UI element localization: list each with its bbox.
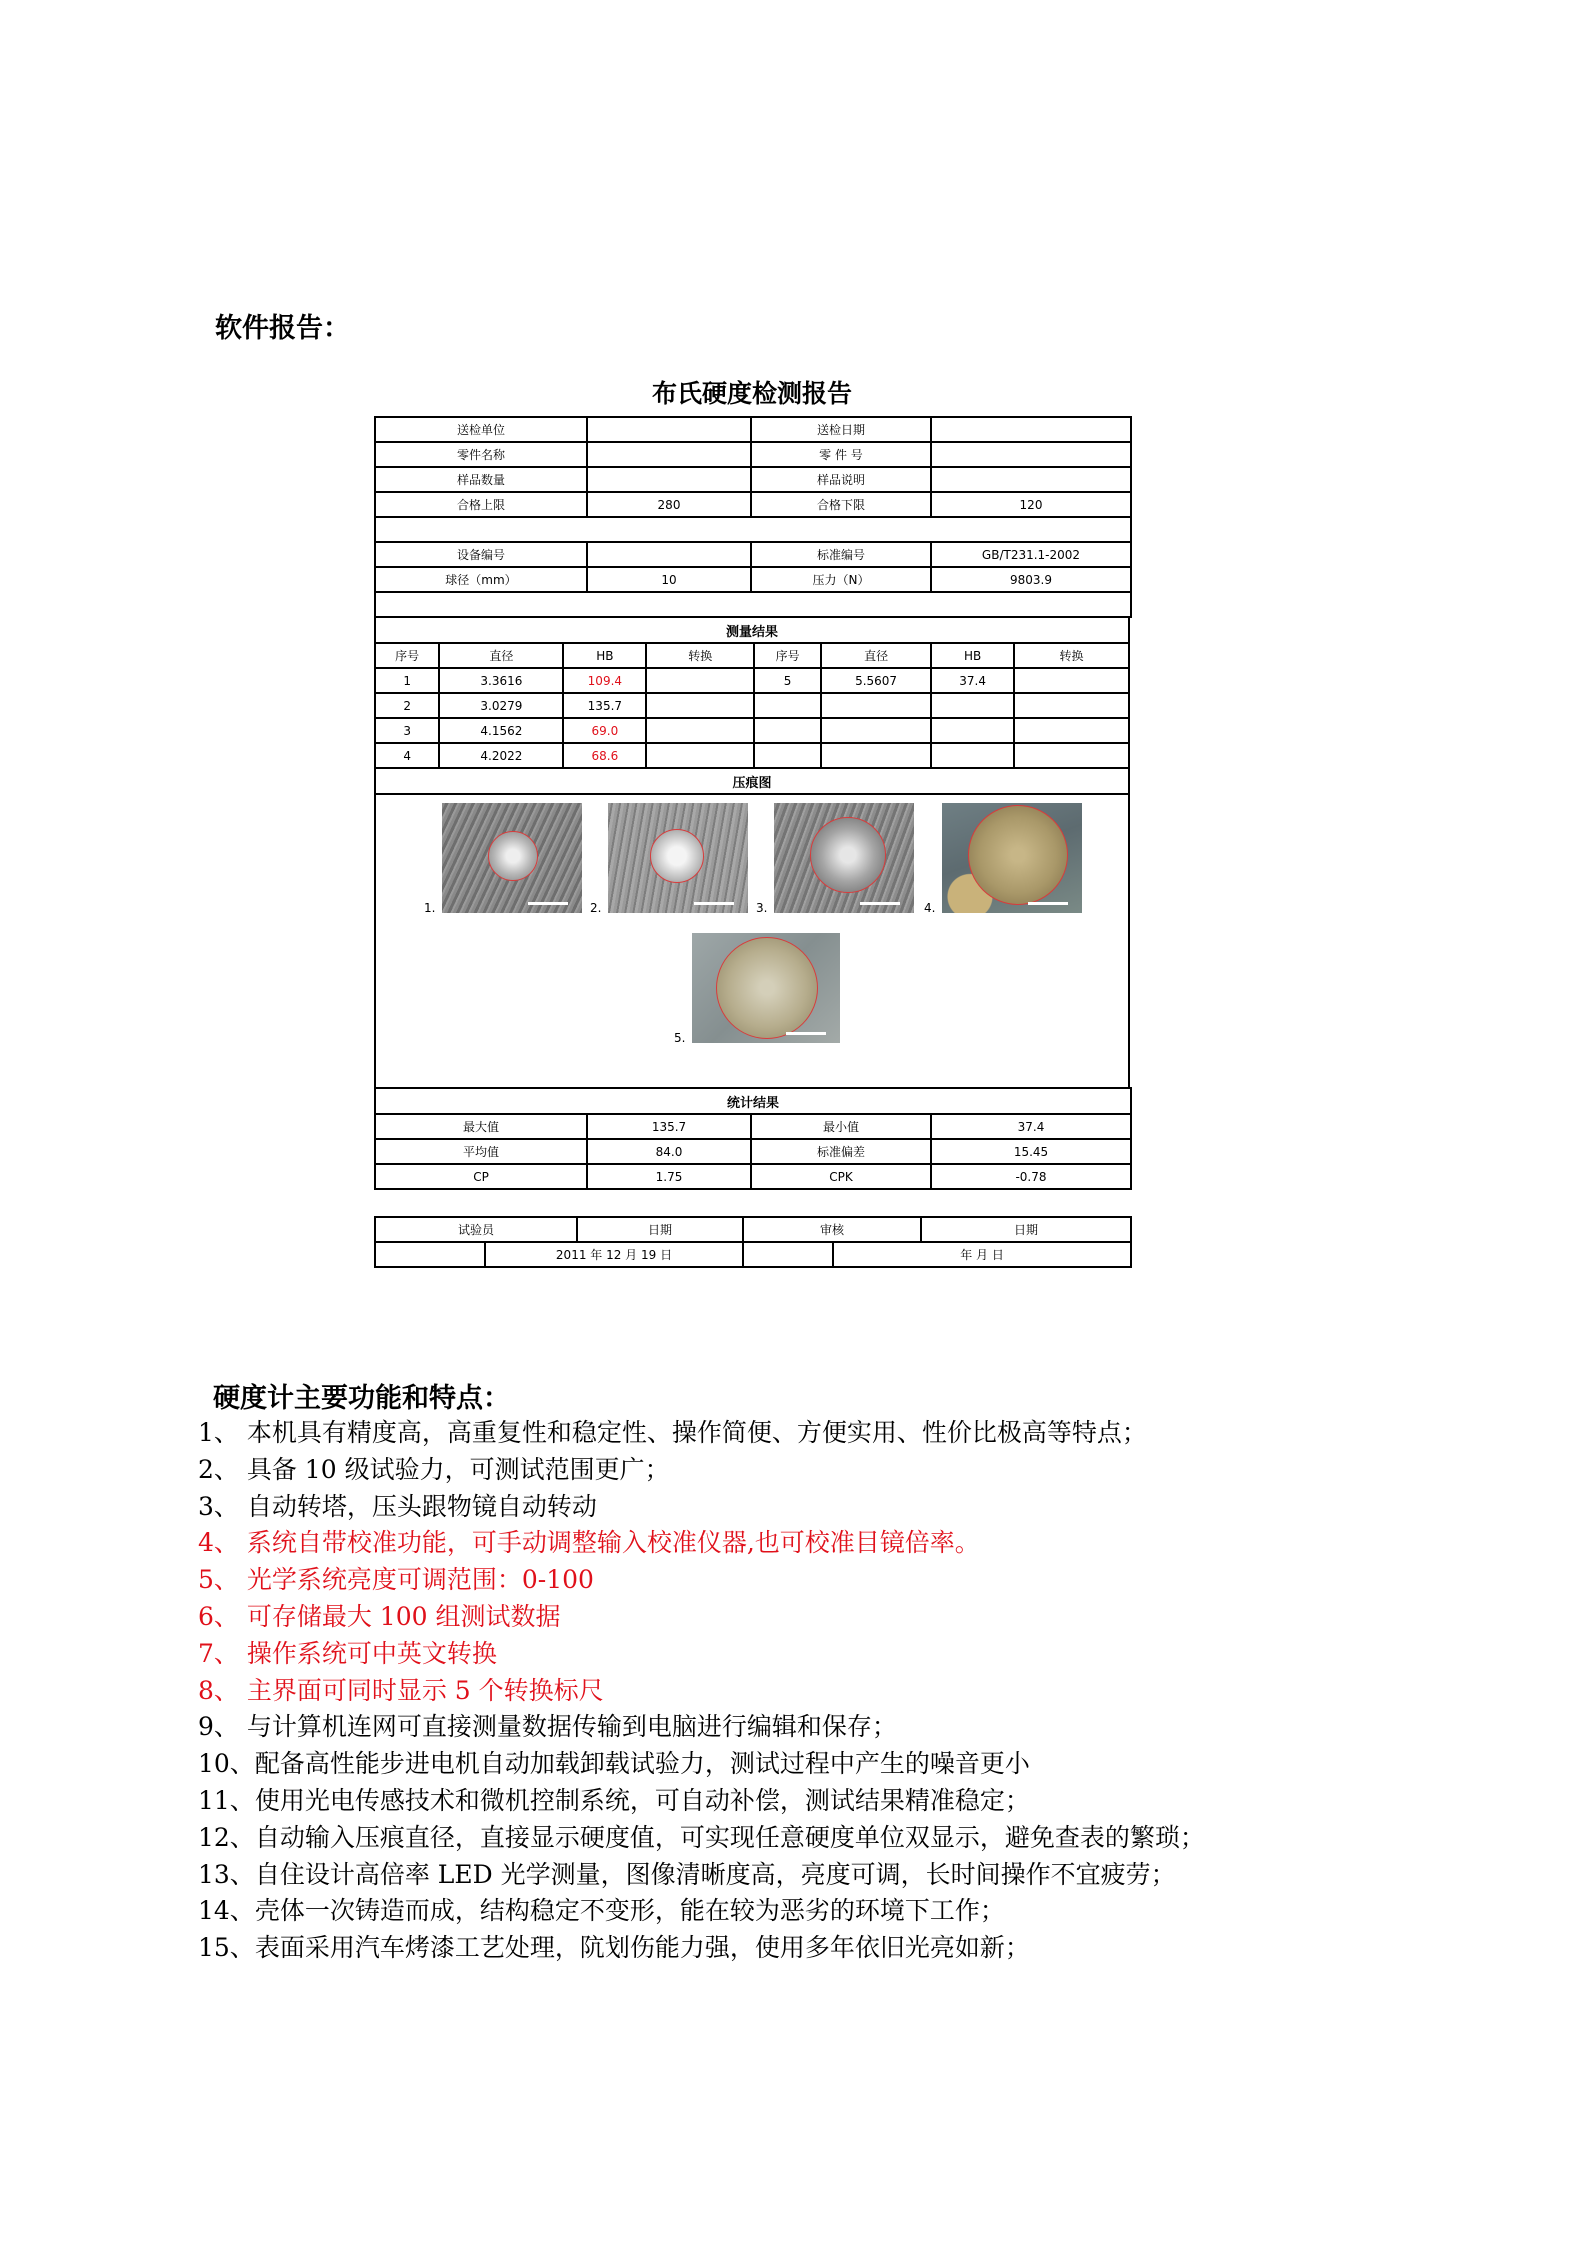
info-row: [375, 417, 1131, 442]
diameter-cell: [821, 743, 931, 768]
value-cell: -0.78: [931, 1164, 1131, 1189]
label-cell: CP: [375, 1164, 587, 1189]
indent-circle: [488, 831, 538, 881]
test-date: 2011 年 12 月 19 日: [485, 1242, 743, 1267]
diameter-cell: 3.3616: [439, 668, 563, 693]
info-row: [375, 467, 1131, 492]
feature-item: [198, 1452, 1205, 1489]
value-cell: 280: [587, 492, 751, 517]
row-number: 2: [375, 693, 439, 718]
feature-number: 9、: [198, 1712, 239, 1742]
reviewer-value: [743, 1242, 833, 1267]
value-cell: 37.4: [931, 1114, 1131, 1139]
feature-number: 14、: [198, 1896, 255, 1926]
hb-cell: 135.7: [563, 693, 646, 718]
hb-cell: 69.0: [563, 718, 646, 743]
label-cell: 球径（mm）: [375, 567, 587, 592]
col-header: 转换: [646, 643, 754, 668]
label-cell: 最小值: [751, 1114, 931, 1139]
label-cell: 样品说明: [751, 467, 931, 492]
value-cell: 135.7: [587, 1114, 751, 1139]
feature-text: 光学系统亮度可调范围：0-100: [246, 1565, 594, 1595]
row-number: [754, 743, 821, 768]
value-cell: 10: [587, 567, 751, 592]
hb-cell: [931, 693, 1014, 718]
feature-text: 操作系统可中英文转换: [246, 1638, 497, 1668]
results-row: [375, 743, 1129, 768]
label-cell: 送检日期: [751, 417, 931, 442]
feature-text: 壳体一次铸造而成，结构稳定不变形，能在较为恶劣的环境下工作；: [254, 1896, 1005, 1926]
feature-number: 4、: [198, 1528, 239, 1558]
label-cell: 合格下限: [751, 492, 931, 517]
feature-item: [198, 1746, 1205, 1783]
col-header: 直径: [439, 643, 563, 668]
scale-bar: [860, 902, 900, 905]
value-cell: [931, 442, 1131, 467]
results-row: [375, 693, 1129, 718]
feature-item: [198, 1673, 1205, 1710]
feature-item: [198, 1489, 1205, 1526]
feature-number: 6、: [198, 1601, 239, 1631]
features-heading: 硬度计主要功能和特点：: [213, 1383, 510, 1414]
convert-cell: [646, 743, 754, 768]
indent-label: 5.: [674, 1031, 686, 1045]
label-cell: 设备编号: [375, 542, 587, 567]
feature-text: 配备高性能步进电机自动加载卸载试验力，测试过程中产生的噪音更小: [254, 1749, 1030, 1779]
feature-text: 表面采用汽车烤漆工艺处理，阬划伤能力强，使用多年依旧光亮如新；: [254, 1933, 1030, 1963]
feature-item: [198, 1562, 1205, 1599]
value-cell: [587, 467, 751, 492]
results-row: [375, 718, 1129, 743]
convert-cell: [1014, 693, 1129, 718]
feature-item: [198, 1709, 1205, 1746]
indent-circle: [810, 817, 886, 893]
convert-cell: [646, 693, 754, 718]
signature-value-row: [375, 1242, 1131, 1267]
feature-item: [198, 1525, 1205, 1562]
feature-number: 13、: [198, 1859, 255, 1889]
date-label: 日期: [577, 1217, 743, 1242]
row-number: 4: [375, 743, 439, 768]
stats-row: [375, 1114, 1131, 1139]
indent-image-4: [924, 803, 1082, 915]
results-section-title: 测量结果: [375, 617, 1129, 643]
feature-item: [198, 1820, 1205, 1857]
blank-cell: [375, 592, 1131, 617]
feature-item: [198, 1893, 1205, 1930]
hb-cell: [931, 743, 1014, 768]
value-cell: GB/T231.1-2002: [931, 542, 1131, 567]
metal-surface-image: [942, 803, 1082, 913]
indent-circle: [650, 829, 704, 883]
date-label: 日期: [921, 1217, 1131, 1242]
feature-number: 8、: [198, 1675, 239, 1705]
feature-item: [198, 1599, 1205, 1636]
value-cell: 1.75: [587, 1164, 751, 1189]
indent-image-1: [424, 803, 582, 915]
results-header-row: [375, 643, 1129, 668]
value-cell: [931, 417, 1131, 442]
label-cell: 样品数量: [375, 467, 587, 492]
value-cell: 120: [931, 492, 1131, 517]
diameter-cell: [821, 693, 931, 718]
value-cell: [931, 467, 1131, 492]
convert-cell: [646, 718, 754, 743]
feature-text: 可存储最大 100 组测试数据: [246, 1601, 561, 1631]
diameter-cell: 3.0279: [439, 693, 563, 718]
row-number: [754, 693, 821, 718]
convert-cell: [1014, 718, 1129, 743]
diameter-cell: 4.1562: [439, 718, 563, 743]
label-cell: 标准偏差: [751, 1139, 931, 1164]
feature-item: [198, 1415, 1205, 1452]
reviewer-label: 审核: [743, 1217, 921, 1242]
convert-cell: [1014, 743, 1129, 768]
label-cell: 送检单位: [375, 417, 587, 442]
feature-number: 7、: [198, 1638, 239, 1668]
feature-number: 15、: [198, 1933, 255, 1963]
col-header: 直径: [821, 643, 931, 668]
signature-table: [374, 1216, 1132, 1268]
indent-image-3: [756, 803, 914, 915]
indent-circle: [716, 937, 818, 1039]
indent-label: 2.: [590, 901, 602, 915]
signature-label-row: [375, 1217, 1131, 1242]
indent-image-2: [590, 803, 748, 915]
info-row: [375, 492, 1131, 517]
brinell-report: [374, 372, 1130, 1268]
indent-label: 1.: [424, 901, 436, 915]
value-cell: 15.45: [931, 1139, 1131, 1164]
info-row: [375, 542, 1131, 567]
feature-text: 系统自带校准功能，可手动调整输入校准仪器,也可校准目镜倍率。: [246, 1528, 980, 1558]
stats-row: [375, 1164, 1131, 1189]
report-table: [374, 416, 1132, 618]
convert-cell: [1014, 668, 1129, 693]
feature-item: [198, 1857, 1205, 1894]
feature-text: 自住设计高倍率 LED 光学测量，图像清晰度高，亮度可调，长时间操作不宜疲劳；: [254, 1859, 1176, 1889]
indent-label: 4.: [924, 901, 936, 915]
features-list: [198, 1415, 1205, 1967]
results-row: [375, 668, 1129, 693]
feature-text: 使用光电传感技术和微机控制系统，可自动补偿，测试结果精准稳定；: [254, 1785, 1030, 1815]
feature-text: 自动转塔，压头跟物镜自动转动: [246, 1491, 597, 1521]
hb-cell: 68.6: [563, 743, 646, 768]
label-cell: 零 件 号: [751, 442, 931, 467]
indent-images-cell: [375, 794, 1129, 1088]
feature-number: 11、: [198, 1785, 255, 1815]
label-cell: 平均值: [375, 1139, 587, 1164]
feature-number: 12、: [198, 1822, 255, 1852]
report-title: 布氏硬度检测报告: [651, 379, 852, 408]
value-cell: [587, 442, 751, 467]
feature-number: 2、: [198, 1454, 239, 1484]
feature-item: [198, 1636, 1205, 1673]
label-cell: 最大值: [375, 1114, 587, 1139]
diameter-cell: 5.5607: [821, 668, 931, 693]
hb-cell: [931, 718, 1014, 743]
software-report-heading: 软件报告：: [215, 313, 350, 344]
metal-surface-image: [608, 803, 748, 913]
row-number: [754, 718, 821, 743]
hb-cell: 37.4: [931, 668, 1014, 693]
feature-number: 3、: [198, 1491, 239, 1521]
label-cell: 合格上限: [375, 492, 587, 517]
row-number: 3: [375, 718, 439, 743]
indent-label: 3.: [756, 901, 768, 915]
metal-surface-image: [692, 933, 840, 1043]
col-header: 转换: [1014, 643, 1129, 668]
scale-bar: [694, 902, 734, 905]
scale-bar: [528, 902, 568, 905]
stats-row: [375, 1139, 1131, 1164]
diameter-cell: 4.2022: [439, 743, 563, 768]
convert-cell: [646, 668, 754, 693]
stats-section-title: 统计结果: [375, 1088, 1131, 1114]
tester-value: [375, 1242, 485, 1267]
label-cell: 压力（N）: [751, 567, 931, 592]
label-cell: 零件名称: [375, 442, 587, 467]
metal-surface-image: [774, 803, 914, 913]
row-number: 5: [754, 668, 821, 693]
indent-circle: [968, 805, 1068, 905]
value-cell: [587, 417, 751, 442]
value-cell: [587, 542, 751, 567]
metal-surface-image: [442, 803, 582, 913]
blank-cell: [375, 517, 1131, 542]
blank-row: [375, 592, 1131, 617]
col-header: 序号: [754, 643, 821, 668]
col-header: 序号: [375, 643, 439, 668]
results-table: [374, 616, 1130, 1089]
col-header: HB: [931, 643, 1014, 668]
diameter-cell: [821, 718, 931, 743]
row-number: 1: [375, 668, 439, 693]
feature-item: [198, 1930, 1205, 1967]
feature-text: 与计算机连网可直接测量数据传输到电脑进行编辑和保存；: [246, 1712, 897, 1742]
hb-cell: 109.4: [563, 668, 646, 693]
feature-text: 本机具有精度高，高重复性和稳定性、操作简便、方便实用、性价比极高等特点；: [246, 1418, 1147, 1447]
info-row: [375, 442, 1131, 467]
feature-text: 主界面可同时显示 5 个转换标尺: [246, 1675, 604, 1705]
value-cell: 84.0: [587, 1139, 751, 1164]
stats-table: [374, 1087, 1132, 1190]
blank-row: [375, 517, 1131, 542]
indent-section-title: 压痕图: [375, 768, 1129, 794]
feature-number: 1、: [198, 1418, 239, 1447]
feature-text: 自动输入压痕直径，直接显示硬度值，可实现任意硬度单位双显示，避免查表的繁琐；: [254, 1822, 1205, 1852]
label-cell: 标准编号: [751, 542, 931, 567]
label-cell: CPK: [751, 1164, 931, 1189]
feature-text: 具备 10 级试验力，可测试范围更广；: [246, 1454, 670, 1484]
feature-number: 5、: [198, 1565, 239, 1595]
tester-label: 试验员: [375, 1217, 577, 1242]
info-row: [375, 567, 1131, 592]
indent-image-5: [674, 933, 840, 1045]
scale-bar: [786, 1032, 826, 1035]
scale-bar: [1028, 902, 1068, 905]
review-date: 年 月 日: [833, 1242, 1131, 1267]
value-cell: 9803.9: [931, 567, 1131, 592]
feature-item: [198, 1783, 1205, 1820]
col-header: HB: [563, 643, 646, 668]
feature-number: 10、: [198, 1749, 255, 1779]
